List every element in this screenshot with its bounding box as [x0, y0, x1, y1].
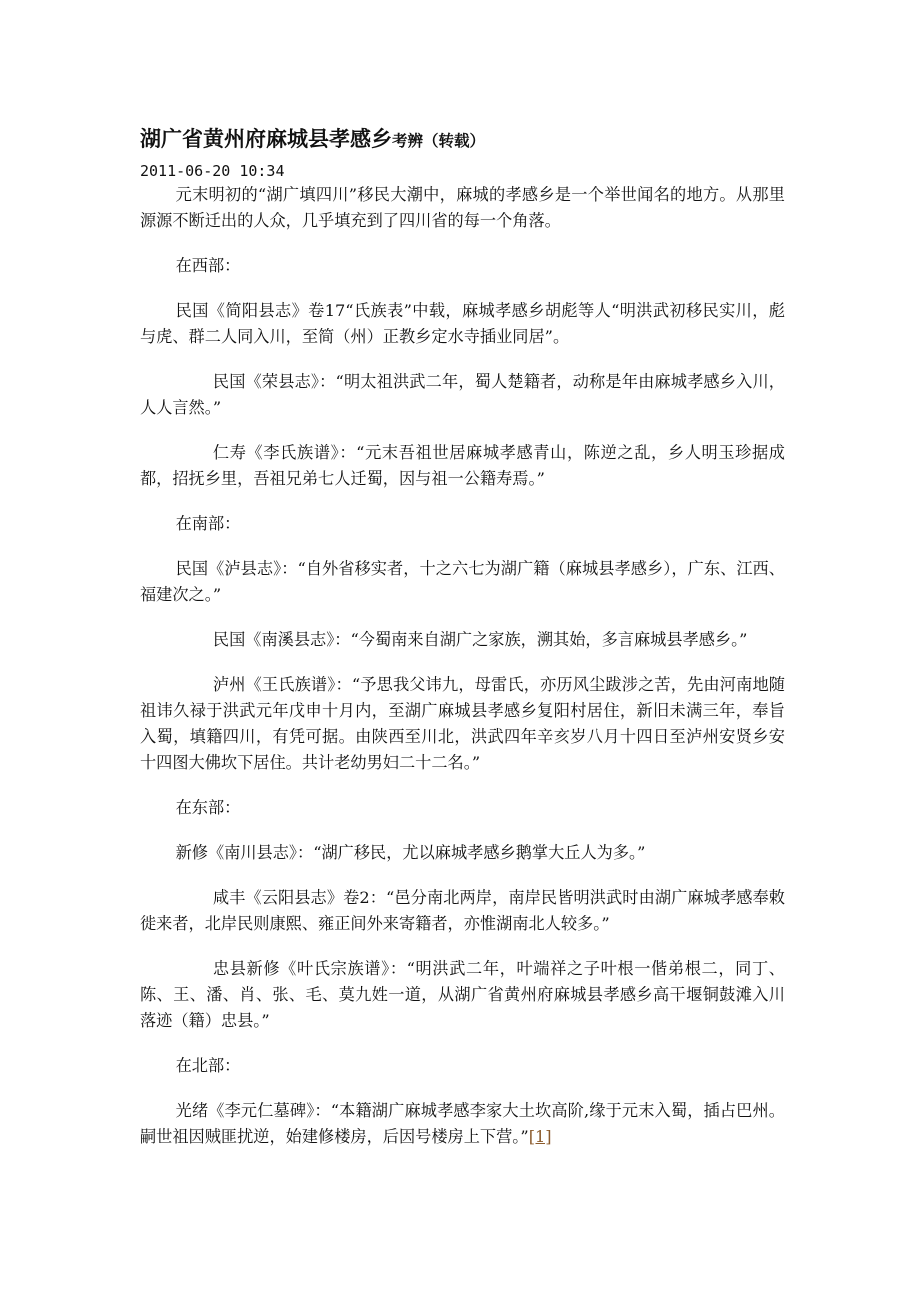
paragraph-nanchuan: 新修《南川县志》：“湖广移民，尤以麻城孝感乡鹅掌大丘人为多。” — [175, 843, 646, 862]
paragraph-li-yuanren-text: 光绪《李元仁墓碑》：“本籍湖广麻城孝感李家大土坎高阶,缘于元末入蜀，插占巴州。嗣世祖因贼匪扰逆，始建修楼房，后因号楼房上下营。” — [140, 1101, 785, 1146]
footnote-link[interactable]: [1] — [528, 1127, 552, 1146]
post-date: 2011-06-20 10:34 — [140, 162, 285, 180]
title-main: 湖广省黄州府麻城县孝感乡 — [140, 127, 392, 151]
paragraph-nanxi: 民国《南溪县志》：“今蜀南来自湖广之家族，溯其始，多言麻城县孝感乡。” — [212, 630, 748, 649]
paragraph-jianyang: 民国《简阳县志》卷17“氏族表”中载，麻城孝感乡胡彪等人“明洪武初移民实川，彪与虎、群二人同入川，至简（州）正教乡定水寺插业同居”。 — [140, 301, 785, 346]
paragraph-zhongxian-ye: 忠县新修《叶氏宗族谱》：“明洪武二年，叶端祥之子叶根一偕弟根二，同丁、陈、王、潘、肖、张、毛、莫九姓一道，从湖广省黄州府麻城县孝感乡高干堰铜鼓滩入川落迹（籍）忠县。” — [140, 959, 785, 1030]
paragraph-intro: 元末明初的“湖广填四川”移民大潮中，麻城的孝感乡是一个举世闻名的地方。从那里源源不断迁出的人众，几乎填充到了四川省的每一个角落。 — [140, 185, 785, 230]
paragraph-luxian: 民国《泸县志》：“自外省移实者，十之六七为湖广籍（麻城县孝感乡），广东、江西、福建次之。” — [140, 559, 785, 604]
paragraph-li-yuanren — [140, 1098, 785, 1150]
section-heading-east: 在东部： — [175, 798, 241, 817]
section-heading-west: 在西部： — [175, 256, 241, 275]
section-heading-south: 在南部： — [175, 514, 241, 533]
paragraph-renshou: 仁寿《李氏族谱》：“元末吾祖世居麻城孝感青山，陈逆之乱，乡人明玉珍据成都，招抚乡里，吾祖兄弟七人迁蜀，因与祖一公籍寿焉。” — [140, 443, 785, 488]
paragraph-rongxian: 民国《荣县志》：“明太祖洪武二年，蜀人楚籍者，动称是年由麻城孝感乡入川，人人言然。” — [140, 372, 785, 417]
title-sub: 考辨（转载） — [392, 131, 486, 150]
section-heading-north: 在北部： — [175, 1056, 241, 1075]
paragraph-luzhou-wang: 泸州《王氏族谱》：“予思我父讳九，母雷氏，亦历风尘跋涉之苦，先由河南地随祖讳久禄于洪武元年戊申十月内，至湖广麻城县孝感乡复阳村居住，新旧未满三年，奉旨入蜀，填籍四川，有凭可据。由陕西至川北，洪武四年辛亥岁八月十四日至泸州安贤乡安十四图大佛坎下居住。共计老幼男妇二十二名。” — [140, 675, 785, 772]
paragraph-yunyang: 咸丰《云阳县志》卷2：“邑分南北两岸，南岸民皆明洪武时由湖广麻城孝感奉敕徙来者，北岸民则康熙、雍正间外来寄籍者，亦惟湖南北人较多。” — [140, 888, 785, 933]
article — [140, 118, 785, 1150]
article-title — [140, 118, 785, 152]
